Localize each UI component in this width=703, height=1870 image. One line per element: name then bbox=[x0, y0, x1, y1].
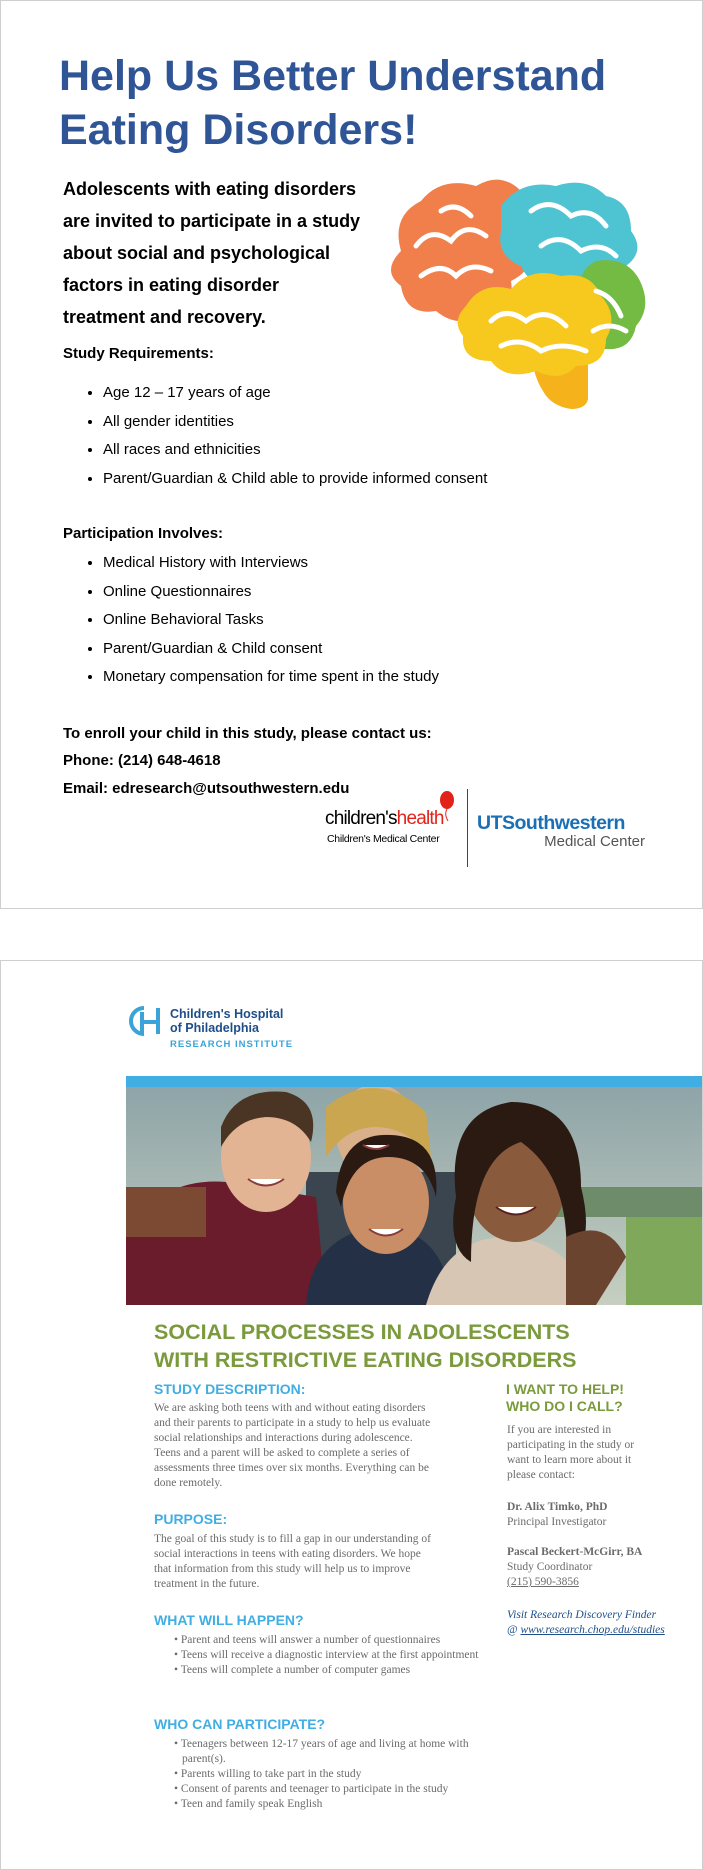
what-will-happen-title: WHAT WILL HAPPEN? bbox=[154, 1612, 304, 1628]
text-line: The goal of this study is to fill a gap in our understanding of bbox=[154, 1533, 431, 1545]
logo-childrens-subtext: Children's Medical Center bbox=[327, 833, 440, 845]
list-item: • Teens will complete a number of computer games bbox=[172, 1663, 507, 1678]
text-line: assessments three times over six months. Everything can be bbox=[154, 1462, 429, 1474]
chop-logo-line2: of Philadelphia bbox=[170, 1021, 259, 1035]
study-title-line2: WITH RESTRICTIVE EATING DISORDERS bbox=[154, 1348, 577, 1372]
list-item: • Age 12 – 17 years of age bbox=[103, 379, 487, 408]
phone-line[interactable]: Phone: (214) 648-4618 bbox=[63, 752, 221, 769]
intro-line: about social and psychological bbox=[63, 243, 331, 263]
research-finder bbox=[507, 1608, 667, 1638]
text-line: treatment in the future. bbox=[154, 1578, 260, 1590]
involves-list bbox=[63, 549, 439, 692]
heading-line-2: Eating Disorders! bbox=[59, 106, 418, 154]
flyer-page-utsw bbox=[0, 0, 703, 909]
list-item: • Monetary compensation for time spent in the study bbox=[103, 663, 439, 692]
list-item: • Teen and family speak English bbox=[172, 1797, 507, 1812]
enroll-line: To enroll your child in this study, please contact us: bbox=[63, 725, 432, 742]
pi-role: Principal Investigator bbox=[507, 1516, 607, 1528]
list-item: • Medical History with Interviews bbox=[103, 549, 439, 578]
intro-line: treatment and recovery. bbox=[63, 307, 266, 327]
pi-name: Dr. Alix Timko, PhD bbox=[507, 1501, 608, 1513]
text-line: participating in the study or bbox=[507, 1439, 635, 1451]
who-can-participate-title: WHO CAN PARTICIPATE? bbox=[154, 1716, 326, 1732]
logo-health-text: health bbox=[396, 808, 444, 829]
text-line: social interactions in teens with eating disorders. We hope bbox=[154, 1548, 421, 1560]
text-line: social relationships and interactions during adolescence. bbox=[154, 1432, 413, 1444]
chop-mark-icon bbox=[126, 1004, 166, 1038]
list-item: • Parent and teens will answer a number of questionnaires bbox=[172, 1633, 507, 1648]
help-title bbox=[506, 1381, 666, 1415]
chop-logo bbox=[126, 1002, 326, 1052]
list-item: • Parents willing to take part in the study bbox=[172, 1767, 507, 1782]
study-title bbox=[154, 1318, 674, 1374]
logo-ut-subtext: Medical Center bbox=[544, 833, 645, 850]
header-accent-bar bbox=[126, 1076, 702, 1087]
chop-logo-name bbox=[170, 1007, 283, 1035]
what-will-happen-list bbox=[172, 1633, 507, 1678]
description-text bbox=[154, 1401, 484, 1491]
teens-group-photo bbox=[126, 1087, 702, 1305]
list-item: • Parent/Guardian & Child able to provide informed consent bbox=[103, 465, 487, 494]
purpose-title: PURPOSE: bbox=[154, 1511, 228, 1527]
text-line: please contact: bbox=[507, 1469, 576, 1481]
list-item: • All races and ethnicities bbox=[103, 436, 487, 465]
list-item: • Online Questionnaires bbox=[103, 578, 439, 607]
help-title-line1: I WANT TO HELP! bbox=[506, 1381, 624, 1397]
intro-line: factors in eating disorder bbox=[63, 275, 280, 295]
chop-logo-institute: RESEARCH INSTITUTE bbox=[170, 1039, 294, 1050]
coordinator-name: Pascal Beckert-McGirr, BA bbox=[507, 1546, 643, 1558]
balloon-icon bbox=[437, 791, 457, 821]
list-item: • Consent of parents and teenager to participate in the study bbox=[172, 1782, 507, 1797]
text-line: If you are interested in bbox=[507, 1424, 612, 1436]
study-title-line1: SOCIAL PROCESSES IN ADOLESCENTS bbox=[154, 1320, 570, 1344]
visit-line: Visit Research Discovery Finder bbox=[507, 1609, 657, 1621]
purpose-text bbox=[154, 1532, 484, 1592]
text-line: Teens and a parent will be asked to complete a series of bbox=[154, 1447, 410, 1459]
coordinator-role: Study Coordinator bbox=[507, 1561, 593, 1573]
text-line: that information from this study will help us to improve bbox=[154, 1563, 411, 1575]
principal-investigator bbox=[507, 1500, 667, 1530]
list-item: • Teens will receive a diagnostic interview at the first appointment bbox=[172, 1648, 482, 1663]
study-coordinator bbox=[507, 1545, 667, 1590]
help-text bbox=[507, 1423, 667, 1483]
flyer-heading bbox=[59, 49, 679, 157]
coordinator-phone[interactable]: (215) 590-3856 bbox=[507, 1576, 579, 1588]
requirements-list bbox=[63, 379, 487, 493]
heading-line-1: Help Us Better Understand bbox=[59, 52, 607, 100]
text-line: want to learn more about it bbox=[507, 1454, 632, 1466]
intro-text bbox=[63, 173, 383, 333]
text-line: done remotely. bbox=[154, 1477, 223, 1489]
logo-southwestern-text: Southwestern bbox=[502, 812, 625, 834]
involves-title: Participation Involves: bbox=[63, 525, 224, 542]
help-title-line2: WHO DO I CALL? bbox=[506, 1398, 623, 1414]
list-item: • Teenagers between 12-17 years of age and living at home with parent(s). bbox=[172, 1737, 482, 1767]
ut-southwestern-logo bbox=[477, 813, 667, 863]
text-line: and their parents to participate in a study to help us evaluate bbox=[154, 1417, 431, 1429]
logo-childrens-text: children's bbox=[325, 808, 397, 829]
requirements-title: Study Requirements: bbox=[63, 345, 214, 362]
research-finder-link[interactable]: www.research.chop.edu/studies bbox=[520, 1624, 665, 1636]
intro-line: are invited to participate in a study bbox=[63, 211, 361, 231]
list-item: • Online Behavioral Tasks bbox=[103, 606, 439, 635]
logo-divider bbox=[467, 789, 468, 867]
intro-line: Adolescents with eating disorders bbox=[63, 179, 357, 199]
visit-at: @ bbox=[507, 1624, 521, 1636]
who-can-participate-list bbox=[172, 1737, 507, 1812]
list-item: • Parent/Guardian & Child consent bbox=[103, 635, 439, 664]
logo-ut-text: UT bbox=[477, 812, 502, 834]
list-item: • All gender identities bbox=[103, 408, 487, 437]
childrens-health-logo bbox=[325, 797, 475, 847]
partner-logos bbox=[321, 789, 661, 869]
chop-logo-line1: Children's Hospital bbox=[170, 1007, 284, 1021]
text-line: We are asking both teens with and without eating disorders bbox=[154, 1402, 426, 1414]
email-line[interactable]: Email: edresearch@utsouthwestern.edu bbox=[63, 780, 350, 797]
description-title: STUDY DESCRIPTION: bbox=[154, 1381, 306, 1397]
